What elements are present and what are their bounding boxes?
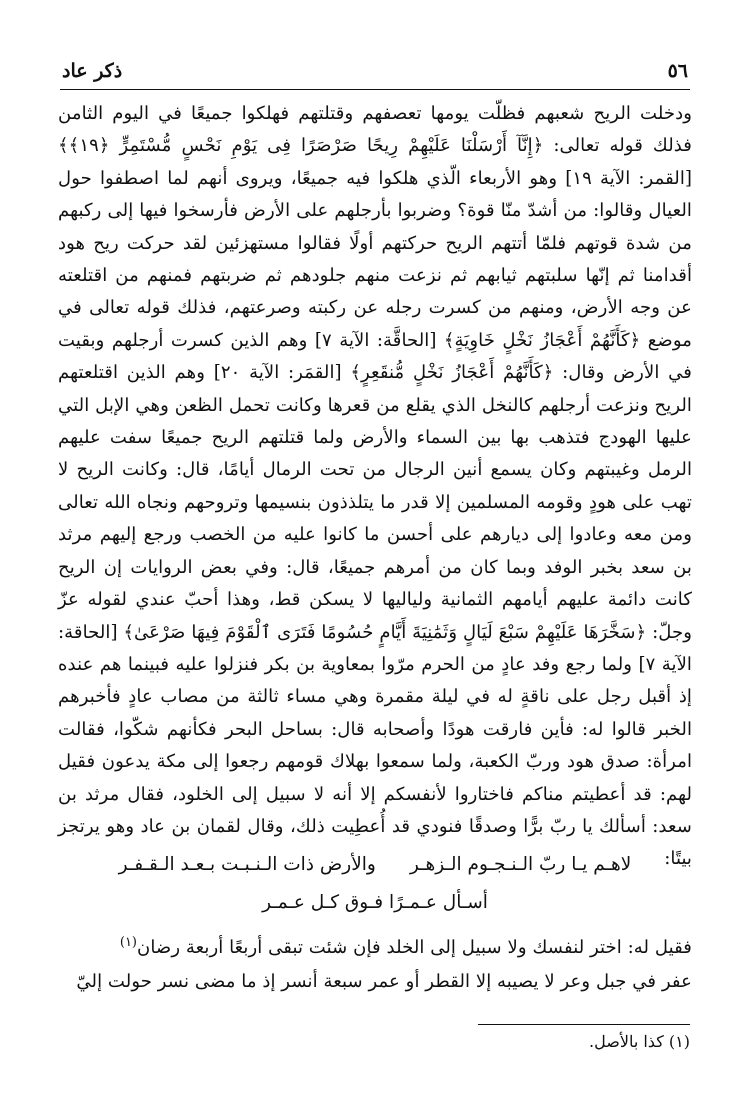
running-header [62, 56, 688, 86]
closing-text [58, 926, 692, 999]
running-title: ذكر عاد [62, 60, 123, 82]
header-rule [60, 89, 690, 90]
poem-hemistich-right: لاهـم يـا ربّ الـنـجـوم الـزهـر [409, 854, 632, 875]
poem-verse-2 [60, 884, 690, 922]
main-text [58, 98, 692, 876]
footnote-rule [478, 1024, 690, 1025]
footnote: (١) كذا بالأصل. [589, 1032, 690, 1051]
page-number: ٥٦ [667, 60, 688, 82]
closing-line-2: عفر في جبل وعر لا يصيبه إلا القطر أو عمر سبعة أنسر إذ ما مضى نسر حولت إليّ [76, 971, 692, 993]
closing-line-1 [58, 926, 692, 965]
closing-line-1-text: فقيل له: اختر لنفسك ولا سبيل إلى الخلد فإن شئت تبقى أربعًا أربعة رضان [137, 937, 692, 959]
body-paragraph: ودخلت الريح شعبهم فظلّت يومها تعصفهم وقتلتهم فهلكوا جميعًا في اليوم الثامن فذلك قوله تعالى: ﴿إِنَّآ أَرْسَلْنَا عَلَيْهِمْ رِيحًا صَرْصَرًا فِى يَوْمِ نَحْسٍ مُّسْتَمِرٍّ ﴿١٩﴾﴾ [القمر: الآية ١٩] وهو الأربعاء الّذي هلكوا فيه جميعًا، ويروى أنهم لما اصطفوا حول العيال وقالوا: من أشدّ منّا قوة؟ وضربوا بأرجلهم على الأرض فأرسخوا فيها إلى ركبهم من شدة قوتهم فلمّا أتتهم الريح حركتهم أولًا فقالوا مستهزئين لقد حركت ريح هود أقدامنا ثم إنّها سلبتهم ثيابهم ثم نزعت منهم جلودهم ثم ضربتهم فمنهم من اقتلعته عن وجه الأرض، ومنهم من كسرت رجله عن ركبته وصرعتهم، فذلك قوله تعالى في موضع ﴿كَأَنَّهُمْ أَعْجَازُ نَخْلٍ خَاوِيَةٍ﴾ [الحاقَّة: الآية ٧] وهم الذين كسرت أرجلهم وبقيت في الأرض وقال: ﴿كَأَنَّهُمْ أَعْجَازُ نَخْلٍ مُّنقَعِرٍ﴾ [القمَر: الآية ٢٠] وهم الذين اقتلعتهم الريح ونزعت أرجلهم كالنخل الذي يقلع من قعرها وكانت تحمل الظعن وهي الإبل التي عليها الهودج فتذهب بها بين السماء والأرض ولما قتلتهم الريح جميعًا سفت عليهم الرمل وغيبتهم وكان يسمع أنين الرجال من تحت الرمال أيامًا، قال: وكانت الريح لا تهب على هودٍ وقومه المسلمين إلا قدر ما يتلذذون بنسيمها وتروحهم ونجاه الله تعالى ومن معه وعادوا إلى ديارهم على أحسن ما كانوا عليه من الخصب ورجع إليهم مرثد بن سعد بخبر الوفد وبما كان من أمرهم جميعًا، قال: وفي بعض الروايات إن الريح كانت دائمة عليهم أيامهم الثمانية ولياليها لا يسكن قط، وهذا أحبّ عندي لقوله عزّ وجلّ: ﴿سَخَّرَهَا عَلَيْهِمْ سَبْعَ لَيَالٍ وَثَمَٰنِيَةَ أَيَّامٍ حُسُومًا فَتَرَى ٱلْقَوْمَ فِيهَا صَرْعَىٰ﴾ [الحاقة: الآية ٧] ولما رجع وفد عادٍ من الحرم مرّوا بمعاوية بن بكر فنزلوا عليه فبينما هم عنده إذ أقبل رجل على ناقةٍ له في ليلة مقمرة وهي مساء ثالثة من مصاب عادٍ فأخبرهم الخبر قالوا له: فأين فارقت هودًا وأصحابه قال: بساحل البحر فكأنهم شكّوا، فقالت امرأة: صدق هود وربّ الكعبة، ولما سمعوا بهلاك قومهم رجعوا إلى مكة يدعون فقيل لهم: قد أعطيتم مناكم فاختاروا لأنفسكم إلا أنه لا سبيل إلى الخلود، فقال مرثد بن سعد: أسألك يا ربّ برًّا وصدقًا فنودي قد أُعطِيت ذلك، وقال لقمان بن عاد وهو يرتجز بيتًا: [58, 103, 692, 870]
poem [60, 846, 690, 922]
poem-hemistich-single: أسـأل عـمـرًا فـوق كـل عـمـر [262, 892, 488, 913]
poem-hemistich-left: والأرض ذات الـنـبـت بـعـد الـقـفـر [118, 854, 376, 875]
poem-verse-1 [60, 846, 690, 884]
footnote-marker: (١) [119, 935, 137, 950]
